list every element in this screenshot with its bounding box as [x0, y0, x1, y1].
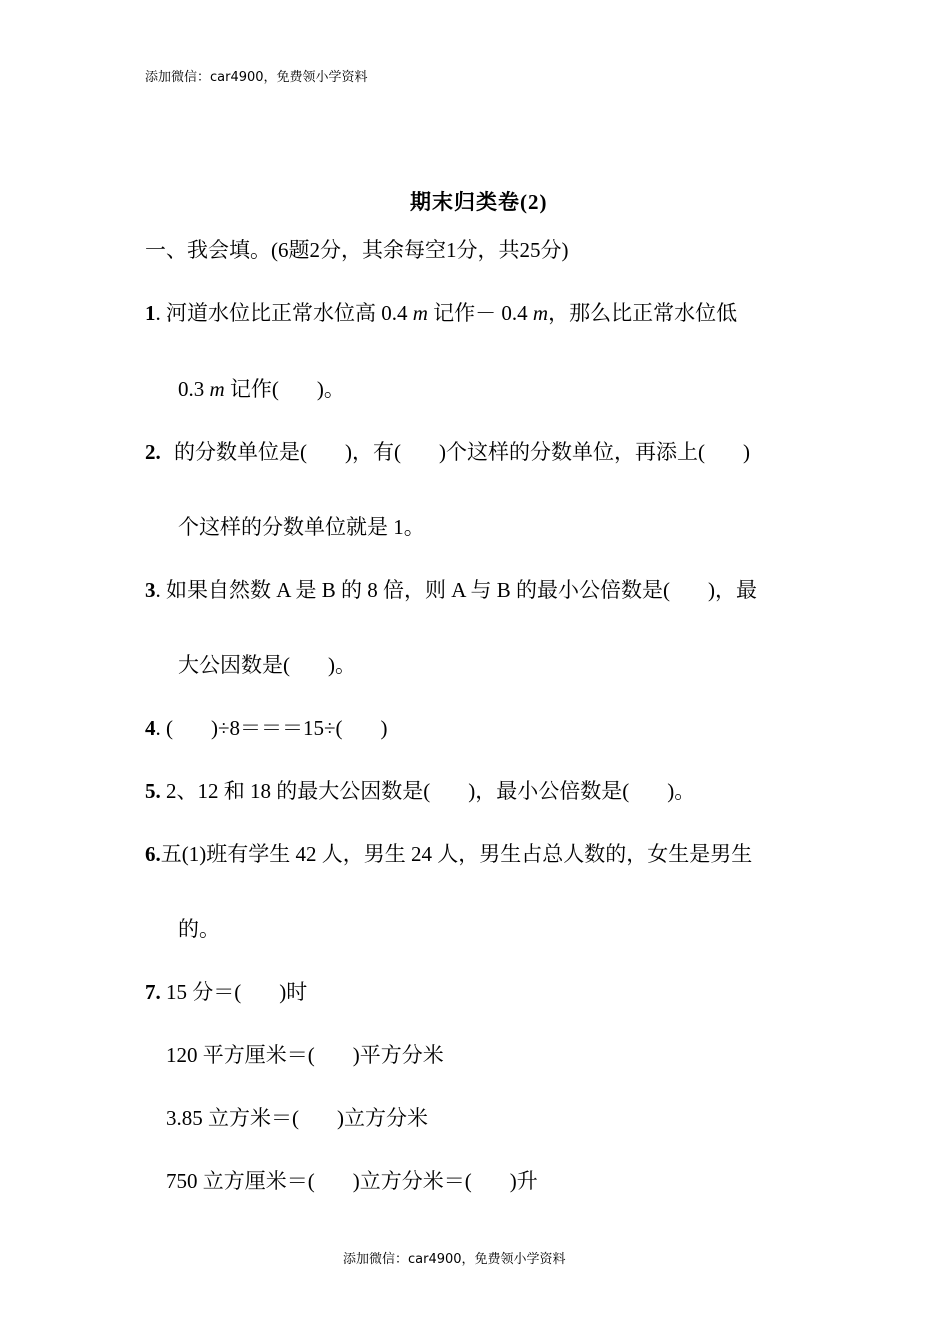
question-text: ，那么比正常水位低 [548, 301, 738, 325]
question-text: )，有( [345, 440, 401, 464]
question-text: 0.3 [178, 377, 210, 401]
question-number: 2. [145, 440, 161, 464]
question-1-continuation [178, 375, 345, 403]
question-text: 120 平方厘米＝( [166, 1043, 315, 1067]
question-2-continuation: 个这样的分数单位就是 1。 [178, 515, 425, 539]
question-number: 3 [145, 578, 156, 602]
question-text: )立方分米 [337, 1106, 428, 1130]
section-heading: 一、我会填。(6题2分，其余每空1分，共25分) [145, 238, 569, 262]
question-text: 的分数单位是( [174, 440, 307, 464]
question-text: )个这样的分数单位，再添上( [439, 440, 705, 464]
question-7-row-2 [166, 1041, 444, 1069]
watermark-bottom: 添加微信：car4900，免费领小学资料 [343, 1252, 566, 1267]
question-text: ( [166, 716, 173, 740]
question-7-row-4 [166, 1167, 538, 1195]
question-number: 7. [145, 980, 161, 1004]
watermark-top: 添加微信：car4900，免费领小学资料 [145, 70, 368, 85]
question-text: 750 立方厘米＝( [166, 1169, 315, 1193]
question-number-separator: . [155, 578, 161, 602]
question-1 [145, 299, 737, 327]
question-4 [145, 714, 388, 742]
question-text: 河道水位比正常水位高 0.4 [166, 301, 413, 325]
question-text: )时 [279, 980, 308, 1004]
question-number: 5. [145, 779, 161, 803]
question-6 [145, 840, 752, 868]
question-text: )平方分米 [352, 1043, 444, 1067]
question-number: 4 [145, 716, 156, 740]
question-text: 3.85 立方米＝( [166, 1106, 299, 1130]
question-text: )。 [667, 779, 696, 803]
question-text: )。 [316, 377, 345, 401]
question-3-continuation [178, 651, 356, 679]
question-text: )，最 [708, 578, 758, 602]
question-text: 15 分＝( [166, 980, 242, 1004]
question-number: 1 [145, 301, 156, 325]
unit: m [209, 377, 225, 401]
question-2 [145, 438, 750, 466]
page-title: 期末归类卷(2) [410, 190, 548, 214]
question-number-separator: . [155, 301, 161, 325]
question-text: 如果自然数 A 是 B 的 8 倍，则 A 与 B 的最小公倍数是( [166, 578, 671, 602]
unit: m [532, 301, 549, 325]
question-7 [145, 978, 307, 1006]
question-text: ) [380, 716, 388, 740]
question-text: )，最小公倍数是( [468, 779, 630, 803]
question-5 [145, 777, 695, 805]
question-text: )立方分米＝( [352, 1169, 472, 1193]
question-text: 大公因数是( [178, 653, 290, 677]
question-text: 2、12 和 18 的最大公因数是( [166, 779, 431, 803]
question-7-row-3 [166, 1104, 428, 1132]
unit: m [412, 301, 428, 325]
question-text: )。 [328, 653, 356, 677]
question-number-separator: . [155, 716, 161, 740]
question-number: 6. [145, 842, 161, 866]
question-text: 五(1)班有学生 42 人，男生 24 人，男生占总人数的，女生是男生 [160, 842, 753, 866]
question-text: )升 [509, 1169, 538, 1193]
question-6-continuation: 的。 [178, 917, 220, 941]
question-text: )÷8＝＝＝15÷( [211, 716, 343, 740]
question-3 [145, 576, 757, 604]
question-text: ) [743, 440, 750, 464]
question-text: 记作( [224, 377, 279, 401]
question-text: 记作－ 0.4 [427, 301, 533, 325]
